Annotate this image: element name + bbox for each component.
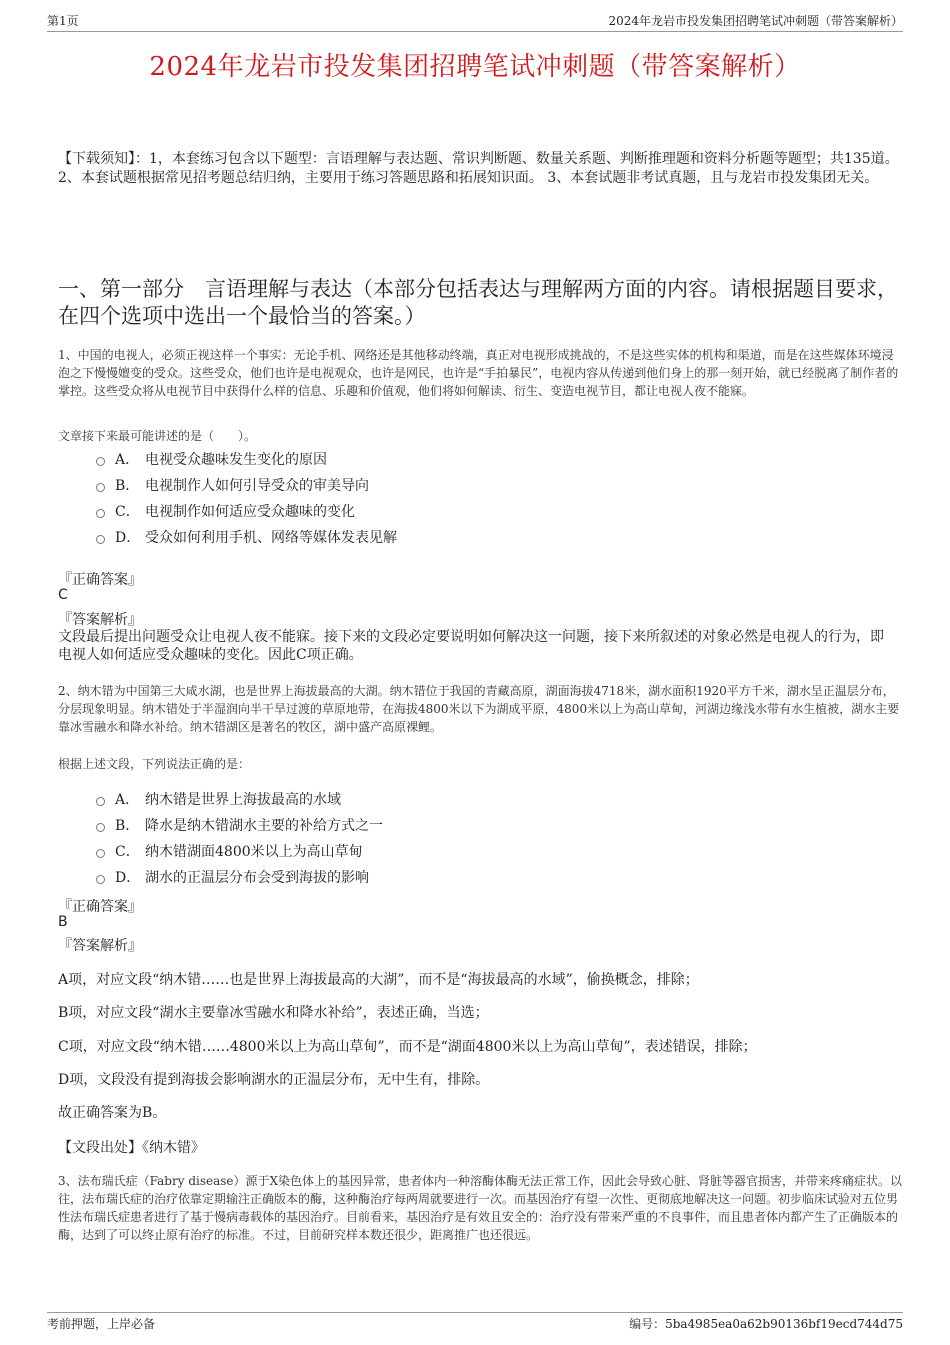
radio-icon[interactable] [96, 823, 105, 832]
option-letter: C． [115, 504, 140, 520]
radio-icon[interactable] [96, 535, 105, 544]
question-2-prompt: 根据上述文段，下列说法正确的是： [58, 757, 251, 771]
question-2-options [96, 786, 383, 890]
question-2-analysis-label: 『答案解析』 [58, 938, 142, 954]
section-heading: 一、第一部分 言语理解与表达（本部分包括表达与理解两方面的内容。请根据题目要求，在四个选项中选出一个最恰当的答案。） [58, 277, 898, 328]
radio-icon[interactable] [96, 457, 105, 466]
question-2-stem: 2、纳木错为中国第三大咸水湖，也是世界上海拔最高的大湖。纳木错位于我国的青藏高原，湖面海拔4718米，湖水面积1920平方千米，湖水呈正温层分布，分层现象明显。纳木错处于半湿润向半干旱过渡的草原地带，在海拔4800米以下为湖成平原，4800米以上为高山草甸，河湖边缘浅水带有水生植被，湖水主要靠冰雪融水和降水补给。纳木错湖区是著名的牧区，湖中盛产高原裸鲤。 [58, 684, 900, 734]
question-2-answer: B [58, 914, 68, 930]
question-2-analysis-b: B项，对应文段“湖水主要靠冰雪融水和降水补给”，表述正确，当选； [58, 1005, 489, 1021]
question-3-stem: 3、法布瑞氏症（Fabry disease）源于X染色体上的基因异常，患者体内一种溶酶体酶无法正常工作，因此会导致心脏、肾脏等器官损害，并带来疼痛症状。以往，法布瑞氏症的治疗依靠定期输注正确版本的酶，这种酶治疗每两周就要进行一次。而基因治疗有望一次性、更彻底地解决这一问题。初步临床试验对五位男性法布瑞氏症患者进行了基于慢病毒载体的基因治疗。目前看来，基因治疗是有效且安全的：治疗没有带来严重的不良事件，而且患者体内都产生了正确版本的酶，达到了可以终止原有治疗的标准。不过，目前研究样本数还很少，距离推广也还很远。 [58, 1174, 903, 1242]
question-1-stem: 1、中国的电视人，必须正视这样一个事实：无论手机、网络还是其他移动终端，真正对电视形成挑战的，不是这些实体的机构和渠道，而是在这些媒体环境浸泡之下慢慢嬗变的受众。这些受众，他们也许是电视观众，也许是网民，也许是“手拍暴民”，电视内容从传递到他们身上的那一刻开始，就已经脱离了制作者的掌控。这些受众将从电视节目中获得什么样的信息、乐趣和价值观，他们将如何解读、衍生、变造电视节目，都让电视人夜不能寐。 [58, 348, 899, 398]
question-2-analysis-d: D项，文段没有提到海拔会影响湖水的正温层分布，无中生有，排除。 [58, 1072, 490, 1088]
option-text: 电视受众趣味发生变化的原因 [145, 452, 327, 468]
footer-document-id: 编号：5ba4985ea0a62b90136bf19ecd744d75 [629, 1317, 903, 1331]
question-1-answer-label: 『正确答案』 [58, 572, 142, 588]
question-2-source: 【文段出处】《纳木错》 [58, 1140, 205, 1156]
radio-icon[interactable] [96, 849, 105, 858]
header-document-title: 2024年龙岩市投发集团招聘笔试冲刺题（带答案解析） [608, 14, 903, 28]
question-1-option-c[interactable] [96, 498, 397, 524]
option-text: 纳木错湖面4800米以上为高山草甸 [145, 844, 363, 860]
question-2-option-b[interactable] [96, 812, 383, 838]
option-text: 纳木错是世界上海拔最高的水域 [145, 792, 341, 808]
question-2-answer-label: 『正确答案』 [58, 899, 142, 915]
radio-icon[interactable] [96, 483, 105, 492]
question-2-analysis-c: C项，对应文段“纳木错……4800米以上为高山草甸”，而不是“湖面4800米以上为高山草甸”，表述错误，排除； [58, 1039, 757, 1055]
header-page-number: 第1页 [47, 14, 79, 28]
option-letter: A． [115, 452, 140, 468]
option-letter: D． [115, 870, 141, 886]
question-2-option-d[interactable] [96, 864, 383, 890]
question-1-option-b[interactable] [96, 472, 397, 498]
option-letter: B． [115, 478, 140, 494]
option-text: 降水是纳木错湖水主要的补给方式之一 [145, 818, 383, 834]
question-2-analysis-a: A项，对应文段“纳木错……也是世界上海拔最高的大湖”，而不是“海拔最高的水域”，偷换概念，排除； [58, 972, 699, 988]
radio-icon[interactable] [96, 875, 105, 884]
question-1-analysis: 文段最后提出问题受众让电视人夜不能寐。接下来的文段必定要说明如何解决这一问题，接下来所叙述的对象必然是电视人的行为，即电视人如何适应受众趣味的变化。因此C项正确。 [58, 629, 884, 663]
option-letter: C． [115, 844, 140, 860]
option-letter: A． [115, 792, 140, 808]
option-text: 受众如何利用手机、网络等媒体发表见解 [145, 530, 397, 546]
option-letter: B． [115, 818, 140, 834]
footer-divider [47, 1312, 903, 1313]
footer-slogan: 考前押题，上岸必备 [47, 1317, 156, 1331]
radio-icon[interactable] [96, 797, 105, 806]
option-text: 电视制作如何适应受众趣味的变化 [145, 504, 355, 520]
question-2-option-a[interactable] [96, 786, 383, 812]
question-1-options [96, 446, 397, 550]
question-2-option-c[interactable] [96, 838, 383, 864]
page-title: 2024年龙岩市投发集团招聘笔试冲刺题（带答案解析） [149, 52, 801, 82]
radio-icon[interactable] [96, 509, 105, 518]
option-text: 湖水的正温层分布会受到海拔的影响 [145, 870, 369, 886]
question-2-conclusion: 故正确答案为B。 [58, 1105, 167, 1121]
question-1-option-a[interactable] [96, 446, 397, 472]
header-divider [47, 31, 903, 32]
question-1-analysis-label: 『答案解析』 [58, 612, 142, 628]
option-letter: D． [115, 530, 141, 546]
question-1-prompt: 文章接下来最可能讲述的是（ ）。 [58, 429, 257, 443]
download-notice: 【下载须知】：1，本套练习包含以下题型：言语理解与表达题、常识判断题、数量关系题、判断推理题和资料分析题等题型；共135道。 2、本套试题根据常见招考题总结归纳，主要用于练习答题思路和拓展知识面。 3、本套试题非考试真题，且与龙岩市投发集团无关。 [58, 151, 899, 186]
question-1-option-d[interactable] [96, 524, 397, 550]
option-text: 电视制作人如何引导受众的审美导向 [145, 478, 369, 494]
question-1-answer: C [58, 587, 68, 603]
